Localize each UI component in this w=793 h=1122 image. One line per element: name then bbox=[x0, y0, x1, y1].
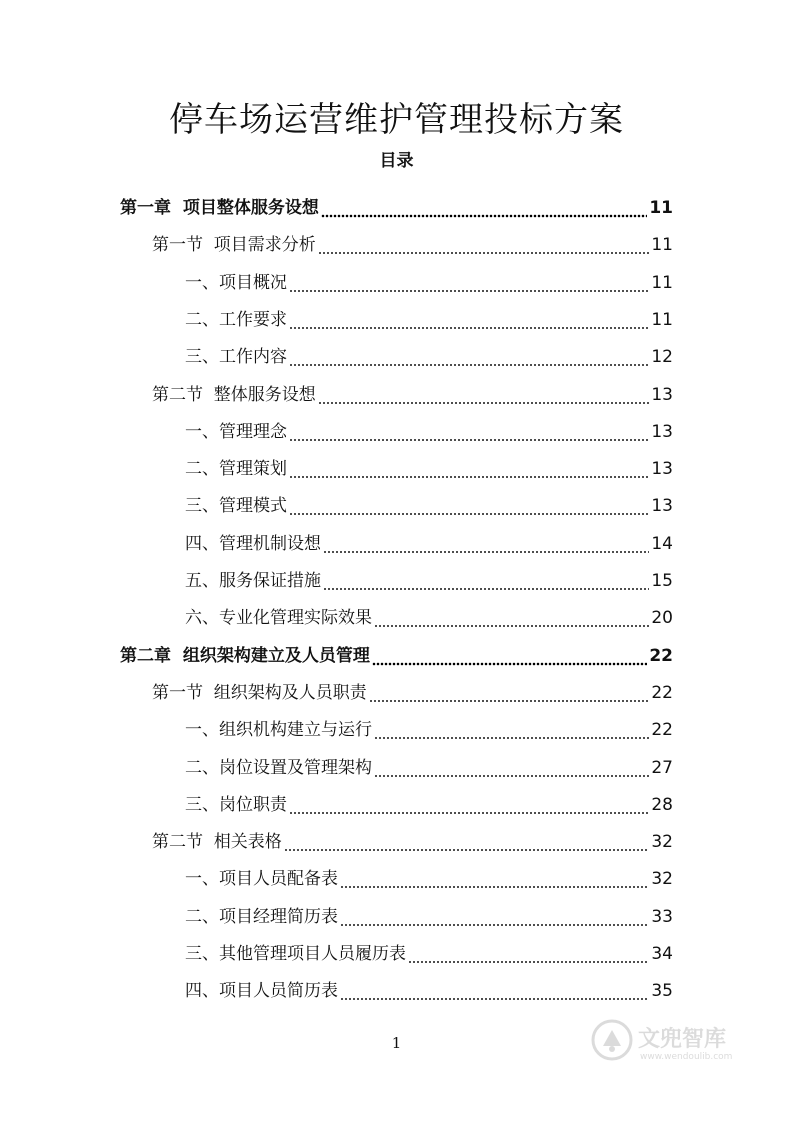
toc-entry[interactable] bbox=[185, 703, 673, 740]
toc-leader-dots bbox=[374, 722, 649, 740]
toc-entry[interactable] bbox=[152, 666, 673, 703]
toc-entry-page: 32 bbox=[651, 869, 673, 890]
toc-leader-dots bbox=[340, 983, 649, 1001]
toc-entry[interactable] bbox=[120, 181, 673, 218]
toc-leader-dots bbox=[289, 797, 649, 815]
toc-entry-page: 12 bbox=[651, 347, 673, 368]
toc-entry-page: 34 bbox=[651, 944, 673, 964]
toc-entry-page: 14 bbox=[651, 533, 673, 554]
toc-entry[interactable] bbox=[152, 815, 673, 852]
toc-entry-page: 13 bbox=[651, 384, 673, 405]
toc-entry-page: 13 bbox=[651, 459, 673, 480]
toc-entry[interactable] bbox=[185, 442, 673, 479]
toc-entry-label: 一、项目人员配备表 bbox=[185, 869, 338, 890]
toc-entry[interactable] bbox=[152, 218, 673, 255]
toc-entry-label: 三、岗位职责 bbox=[185, 794, 287, 815]
toc-entry[interactable] bbox=[185, 964, 673, 1001]
watermark-text: 文兜智库 bbox=[638, 1027, 727, 1052]
document-title: 停车场运营维护管理投标方案 bbox=[169, 100, 624, 140]
toc-leader-dots bbox=[318, 237, 650, 255]
toc-entry-page: 33 bbox=[651, 906, 673, 927]
toc-entry-page: 28 bbox=[651, 794, 673, 815]
toc-entry-label: 第一节 组织架构及人员职责 bbox=[152, 682, 367, 703]
toc-entry-page: 35 bbox=[651, 981, 673, 1002]
toc-leader-dots bbox=[340, 909, 649, 927]
toc-leader-dots bbox=[321, 200, 647, 218]
toc-leader-dots bbox=[289, 424, 649, 442]
toc-entry-page: 27 bbox=[651, 757, 673, 778]
toc-entry-page: 13 bbox=[651, 496, 673, 517]
toc-entry-page: 15 bbox=[651, 571, 673, 591]
toc-entry[interactable] bbox=[185, 405, 673, 442]
toc-entry-label: 第一节 项目需求分析 bbox=[152, 235, 316, 256]
toc-leader-dots bbox=[289, 461, 649, 479]
toc-heading: 目录 bbox=[379, 151, 414, 171]
toc-leader-dots bbox=[374, 760, 649, 778]
toc-leader-dots bbox=[372, 648, 647, 666]
toc-entry[interactable] bbox=[185, 293, 673, 330]
toc-leader-dots bbox=[340, 871, 649, 889]
toc-entry-label: 第二节 相关表格 bbox=[152, 832, 282, 853]
toc-entry[interactable] bbox=[185, 852, 673, 889]
toc-entry-label: 六、专业化管理实际效果 bbox=[185, 608, 372, 629]
toc-entry[interactable] bbox=[185, 479, 673, 516]
toc-entry[interactable] bbox=[120, 629, 673, 666]
toc-entry-label: 第二章 组织架构建立及人员管理 bbox=[120, 645, 370, 666]
toc-entry-page: 11 bbox=[651, 309, 673, 330]
toc-entry[interactable] bbox=[185, 927, 673, 964]
toc-entry-label: 二、项目经理简历表 bbox=[185, 906, 338, 927]
toc-entry-page: 32 bbox=[651, 832, 673, 853]
toc-entry[interactable] bbox=[185, 256, 673, 293]
toc-entry-label: 五、服务保证措施 bbox=[185, 571, 321, 591]
toc-entry-label: 四、项目人员简历表 bbox=[185, 981, 338, 1002]
toc-leader-dots bbox=[374, 610, 649, 628]
toc-entry[interactable] bbox=[152, 368, 673, 405]
toc-entry[interactable] bbox=[185, 517, 673, 554]
toc-leader-dots bbox=[408, 946, 649, 964]
toc-entry-label: 四、管理机制设想 bbox=[185, 533, 321, 554]
toc-entry-label: 二、工作要求 bbox=[185, 309, 287, 330]
toc-leader-dots bbox=[369, 685, 650, 703]
toc-leader-dots bbox=[318, 387, 650, 405]
watermark-url: www.wendoulib.com bbox=[640, 1052, 733, 1062]
toc-entry-page: 11 bbox=[649, 198, 673, 218]
toc-entry-label: 一、管理理念 bbox=[185, 421, 287, 442]
toc-entry-page: 22 bbox=[651, 682, 673, 703]
toc-entry[interactable] bbox=[185, 330, 673, 367]
toc-leader-dots bbox=[323, 573, 649, 591]
toc-entry[interactable] bbox=[185, 554, 673, 591]
toc-leader-dots bbox=[323, 536, 649, 554]
watermark bbox=[590, 1016, 750, 1076]
toc-entry[interactable] bbox=[185, 741, 673, 778]
toc-entry-page: 20 bbox=[651, 608, 673, 629]
toc-entry-label: 二、岗位设置及管理架构 bbox=[185, 757, 372, 778]
toc-entry-label: 二、管理策划 bbox=[185, 459, 287, 480]
toc-entry-label: 第二节 整体服务设想 bbox=[152, 384, 316, 405]
page-number: 1 bbox=[391, 1034, 402, 1052]
toc-entry-label: 三、管理模式 bbox=[185, 496, 287, 517]
toc-entry-page: 11 bbox=[651, 235, 673, 256]
toc-entry-label: 三、工作内容 bbox=[185, 347, 287, 368]
toc-entry[interactable] bbox=[185, 591, 673, 628]
toc-leader-dots bbox=[284, 834, 650, 852]
toc-leader-dots bbox=[289, 498, 649, 516]
toc-entry-page: 22 bbox=[651, 720, 673, 741]
toc-entry-label: 第一章 项目整体服务设想 bbox=[120, 198, 319, 218]
toc-entry-page: 22 bbox=[649, 645, 673, 666]
toc-entry-label: 一、组织机构建立与运行 bbox=[185, 720, 372, 741]
toc-leader-dots bbox=[289, 275, 649, 293]
toc-entry-label: 三、其他管理项目人员履历表 bbox=[185, 944, 406, 964]
toc-leader-dots bbox=[289, 349, 649, 367]
wendou-logo-icon bbox=[590, 1018, 634, 1062]
toc-entry-page: 11 bbox=[651, 272, 673, 293]
toc-entry-label: 一、项目概况 bbox=[185, 272, 287, 293]
toc-entry[interactable] bbox=[185, 778, 673, 815]
toc-entry-page: 13 bbox=[651, 421, 673, 442]
toc-leader-dots bbox=[289, 312, 649, 330]
toc-entry[interactable] bbox=[185, 890, 673, 927]
